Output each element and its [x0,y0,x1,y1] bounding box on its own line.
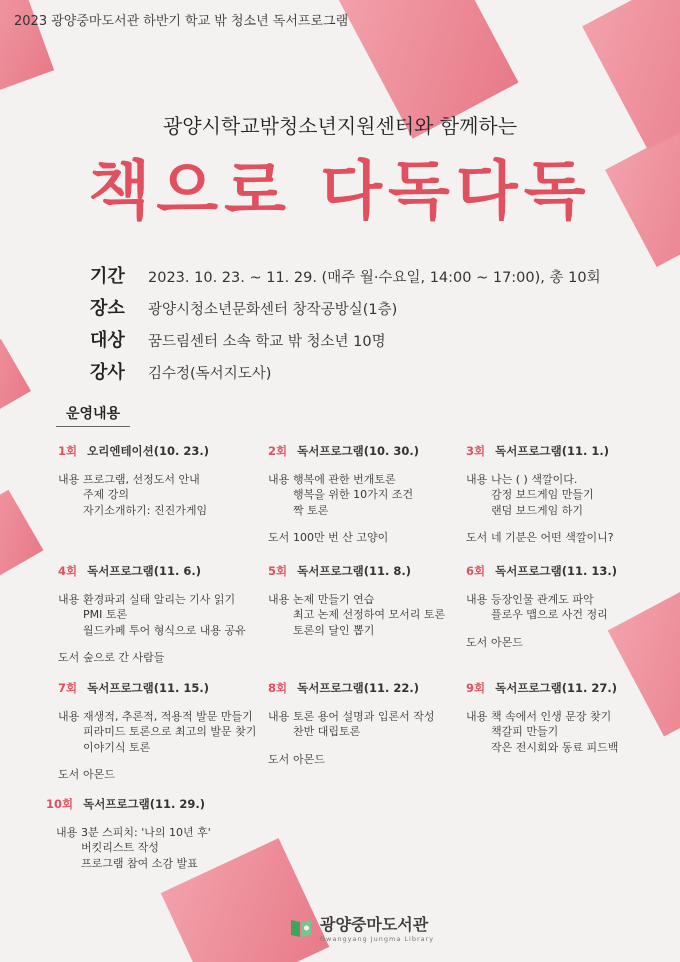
content-line: 버킷리스트 작성 [81,841,159,854]
info-label: 기간 [90,266,125,287]
content-line: 랜덤 보드게임 하기 [491,503,584,517]
info-label: 강사 [90,362,125,383]
content-line: 플로우 맵으로 사건 정리 [491,608,608,621]
session-title: 독서프로그램(11. 6.) [87,564,202,578]
session-header [268,681,468,697]
content-line: 자기소개하기: 진진가게임 [83,503,208,517]
content-line: 책 속에서 인생 문장 찾기 [491,709,612,723]
info-target [90,326,601,358]
content-line: 월드카페 투어 형식으로 내용 공유 [83,623,246,637]
book-label: 도서 [268,531,290,544]
content-line: 피라미드 토론으로 최고의 발문 찾기 [83,725,257,738]
poster-title: 책으로 다독다독 [88,155,592,229]
book-title: 네 기분은 어떤 색깔이니? [491,531,614,544]
content-label: 내용 [466,592,488,606]
session-content [56,825,306,872]
content-line: 프로그램, 선정도서 안내 [83,472,200,486]
content-line: PMI 토론 [83,608,128,621]
session-book [268,752,468,768]
session-number: 6회 [466,564,486,578]
session-title: 독서프로그램(11. 15.) [87,681,210,695]
session-content [466,472,666,519]
poster-subtitle: 광양시학교밖청소년지원센터와 함께하는 [162,114,518,138]
session-title: 독서프로그램(11. 29.) [83,797,206,811]
session-number: 8회 [268,681,288,695]
decorative-square [0,339,31,421]
session-number: 2회 [268,444,288,458]
session-book [466,635,666,651]
session-book [58,767,258,783]
session-header [466,681,666,697]
session-title: 독서프로그램(11. 1.) [495,444,610,458]
content-line: 작은 전시회와 동료 피드백 [491,740,619,754]
session-block [268,564,468,638]
content-line: 환경파괴 실태 알리는 기사 읽기 [83,592,236,606]
session-number: 5회 [268,564,288,578]
session-block [466,681,666,755]
info-value: 김수정(독서지도사) [148,366,272,382]
session-content [58,592,258,639]
session-number: 1회 [58,444,78,458]
program-year-line: 2023 광양중마도서관 하반기 학교 밖 청소년 독서프로그램 [14,14,349,29]
session-content [466,592,666,623]
session-content [58,472,258,519]
content-line: 등장인물 관계도 파악 [491,592,594,606]
session-number: 9회 [466,681,486,695]
content-label: 내용 [58,472,80,486]
session-header [58,564,258,580]
content-label: 내용 [466,709,488,723]
book-label: 도서 [466,635,488,649]
info-instructor [90,358,601,390]
session-header [58,444,258,460]
content-label: 내용 [56,825,78,839]
session-block [58,681,258,783]
content-line: 짝 토론 [293,503,329,517]
session-block [268,444,468,546]
content-line: 감정 보드게임 만들기 [491,488,594,501]
program-info [90,262,601,390]
session-header [46,797,306,813]
session-header [58,681,258,697]
info-label: 장소 [90,298,125,319]
book-logo-icon [288,915,314,941]
book-label: 도서 [58,768,80,781]
session-number: 10회 [46,797,74,811]
session-block [46,797,306,871]
content-line: 재생적, 추론적, 적용적 발문 만들기 [83,709,253,723]
content-line: 행복을 위한 10가지 조건 [293,488,414,501]
info-place [90,294,601,326]
content-line: 찬반 대립토론 [293,725,361,738]
content-line: 나는 ( ) 색깔이다. [491,472,578,486]
book-label: 도서 [58,651,80,664]
book-title: 100만 번 산 고양이 [293,531,389,544]
library-logo [288,912,434,943]
section-title: 운영내용 [56,403,130,427]
content-line: 책갈피 만들기 [491,725,559,738]
session-header [268,564,468,580]
session-block [58,564,258,666]
session-content [268,472,468,519]
library-name-english: Gwangyang Jungma Library [320,935,435,943]
session-book [466,530,666,546]
session-header [268,444,468,460]
session-title: 독서프로그램(11. 22.) [297,681,420,695]
session-header [466,564,666,580]
info-label: 대상 [90,330,125,351]
book-label: 도서 [466,531,488,544]
session-number: 4회 [58,564,78,578]
content-label: 내용 [268,709,290,723]
content-label: 내용 [268,592,290,606]
session-block [466,444,666,546]
session-header [466,444,666,460]
info-value: 광양시청소년문화센터 창작공방실(1층) [148,302,398,318]
content-label: 내용 [58,592,80,606]
content-line: 토론의 달인 뽑기 [293,623,375,637]
session-block [268,681,468,767]
session-title: 독서프로그램(11. 8.) [297,564,412,578]
content-line: 3분 스피치: '나의 10년 후' [81,825,211,839]
session-book [58,650,258,666]
content-line: 논제 만들기 연습 [293,592,375,606]
content-line: 최고 논제 선정하여 모서리 토론 [293,608,446,621]
content-label: 내용 [466,472,488,486]
content-line: 토론 용어 설명과 입론서 작성 [293,709,435,723]
content-label: 내용 [268,472,290,486]
session-title: 독서프로그램(10. 30.) [297,444,420,458]
session-content [268,592,468,639]
content-line: 주제 강의 [83,488,130,501]
book-title: 숲으로 간 사람들 [83,651,165,664]
info-value: 꿈드림센터 소속 학교 밖 청소년 10명 [148,334,386,350]
session-number: 7회 [58,681,78,695]
library-name: 광양중마도서관 [320,915,429,934]
book-title: 아몬드 [83,768,115,781]
session-title: 오리엔테이션(10. 23.) [87,444,210,458]
book-label: 도서 [268,752,290,766]
decorative-square [0,490,43,581]
info-value: 2023. 10. 23. ~ 11. 29. (매주 월·수요일, 14:00 ~ 17:00), 총 10회 [148,270,601,286]
session-number: 3회 [466,444,486,458]
content-line: 이야기식 토론 [83,740,151,754]
session-block [466,564,666,650]
content-line: 행복에 관한 번개토론 [293,472,396,486]
session-content [466,709,666,756]
info-period [90,262,601,294]
session-content [58,709,258,756]
book-title: 아몬드 [491,635,523,649]
content-line: 프로그램 참여 소감 발표 [81,856,198,870]
content-label: 내용 [58,709,80,723]
book-title: 아몬드 [293,752,325,766]
session-content [268,709,468,740]
session-block [58,444,258,518]
session-book [268,530,468,546]
session-title: 독서프로그램(11. 13.) [495,564,618,578]
session-title: 독서프로그램(11. 27.) [495,681,618,695]
